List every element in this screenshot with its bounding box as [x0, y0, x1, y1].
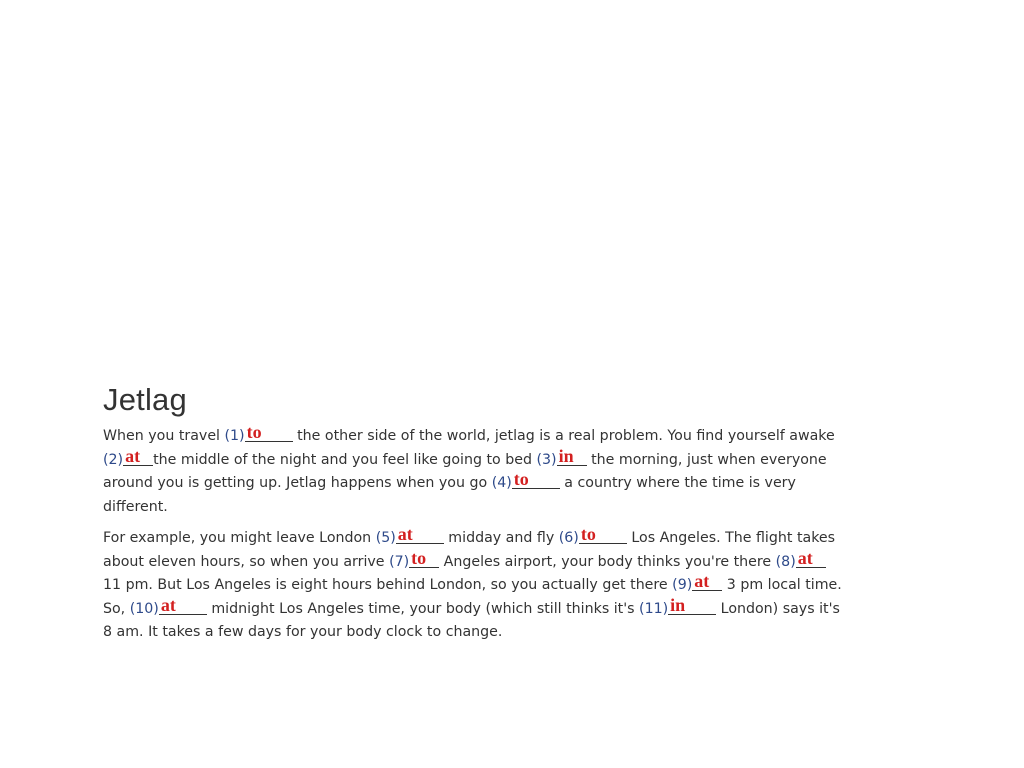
answer-7: to [411, 547, 427, 568]
text: the other side of the world, jetlag is a real problem. You find yourself awake [292, 428, 835, 444]
exercise-sheet [103, 382, 843, 653]
gap-1[interactable] [245, 422, 293, 442]
gap-5[interactable] [396, 524, 444, 544]
answer-5: at [397, 524, 413, 544]
text: Los Angeles. The flight takes about eleven hours, so when you arrive [103, 530, 836, 570]
page-title: Jetlag [103, 382, 187, 417]
gap-number: (8) [775, 553, 796, 570]
gap-3[interactable] [557, 445, 587, 466]
gap-number: (1) [224, 428, 245, 444]
gap-6[interactable] [579, 524, 627, 544]
answer-3: in [558, 445, 574, 466]
gap-number: (9) [672, 577, 693, 593]
gap-4[interactable] [512, 469, 560, 489]
gap-9[interactable] [692, 571, 722, 591]
gap-number: (4) [491, 475, 512, 491]
gap-number: (6) [558, 530, 579, 546]
answer-11: in [670, 594, 686, 615]
text: Angeles airport, your body thinks you're there [439, 553, 776, 570]
gap-number: (2) [103, 451, 124, 468]
text: the middle of the night and you feel like going to bed [153, 451, 537, 468]
text: a country where the time is very different. [103, 475, 796, 515]
text: 11 pm. But Los Angeles is eight hours behind London, so you actually get there [103, 577, 673, 593]
text: London) says it's 8 am. It takes a few days for your body clock to change. [103, 600, 840, 640]
text: midnight Los Angeles time, your body (which still thinks it's [206, 600, 640, 617]
gap-number: (3) [536, 451, 557, 468]
gap-number: (7) [389, 553, 410, 570]
paragraph-1 [103, 422, 843, 519]
text: When you travel [103, 428, 225, 444]
text: For example, you might leave London [103, 530, 376, 546]
gap-7[interactable] [409, 547, 439, 568]
answer-10: at [160, 594, 176, 615]
answer-1: to [246, 422, 262, 442]
answer-8: at [797, 547, 813, 568]
answer-2: at [125, 445, 141, 466]
gap-11[interactable] [668, 594, 716, 615]
answer-4: to [513, 469, 529, 489]
gap-number: (5) [375, 530, 396, 546]
gap-10[interactable] [159, 594, 207, 615]
answer-6: to [580, 524, 596, 544]
gap-number: (10) [129, 600, 159, 617]
paragraph-2 [103, 524, 843, 645]
gap-2[interactable] [123, 445, 153, 466]
gap-number: (11) [639, 600, 669, 617]
answer-9: at [694, 571, 710, 591]
text: midday and fly [443, 530, 559, 546]
gap-8[interactable] [796, 547, 826, 568]
text: the morning, just when everyone around you is getting up. Jetlag happens when you go [103, 451, 827, 491]
text: 3 pm local time. So, [103, 577, 842, 617]
